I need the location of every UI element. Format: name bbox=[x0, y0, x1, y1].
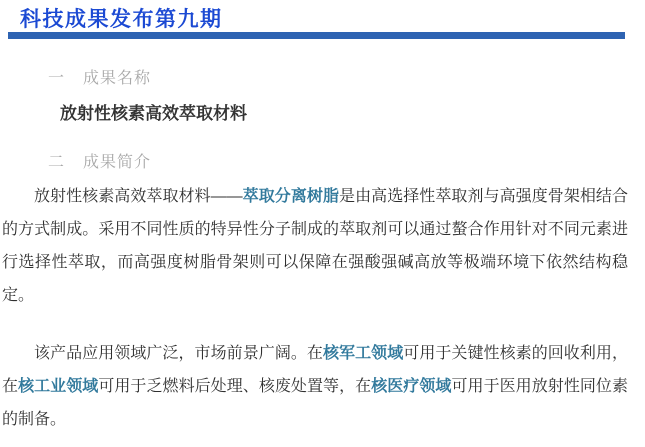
paragraph-text: 是由高选择性萃取剂与高强度骨架相结合的方式制成。采用不同性质的特异性分子制成的萃取剂可以通过螯合作用针对不同元素进行选择性萃取，而高强度树脂骨架则可以保障在强酸强碱高放等极端环境下依然结构稳定。 bbox=[2, 188, 628, 304]
paragraph-text: 该产品应用领域广泛，市场前景广阔。在 bbox=[34, 345, 323, 362]
title-underline-bar bbox=[8, 32, 625, 39]
section-heading-intro bbox=[48, 154, 645, 172]
achievement-name: 放射性核素高效萃取材料 bbox=[60, 104, 247, 123]
intro-paragraph-1 bbox=[2, 180, 628, 312]
section-heading-name bbox=[48, 70, 645, 88]
section-label: 成果简介 bbox=[83, 154, 152, 171]
highlight-nuclear-industry-field: 核工业领域 bbox=[18, 378, 99, 395]
paragraph-text: 可用于医用放射性同位素的制备。 bbox=[2, 378, 628, 428]
section-number: 二 bbox=[48, 154, 66, 171]
paragraph-text: 可用于乏燃料后处理、核废处置等，在 bbox=[98, 378, 372, 395]
highlight-nuclear-medical-field: 核医疗领域 bbox=[371, 378, 452, 395]
highlight-extraction-resin: 萃取分离树脂 bbox=[242, 188, 340, 205]
section-number: 一 bbox=[48, 70, 66, 87]
paragraph-text: 可用于关键性核素的回收利用，在 bbox=[2, 345, 628, 395]
paragraph-text: 放射性核素高效萃取材料—— bbox=[34, 188, 243, 205]
section-label: 成果名称 bbox=[83, 70, 152, 87]
page-title: 科技成果发布第九期 bbox=[20, 8, 223, 31]
highlight-nuclear-military-field: 核军工领域 bbox=[322, 345, 404, 362]
intro-paragraph-2 bbox=[2, 337, 628, 436]
